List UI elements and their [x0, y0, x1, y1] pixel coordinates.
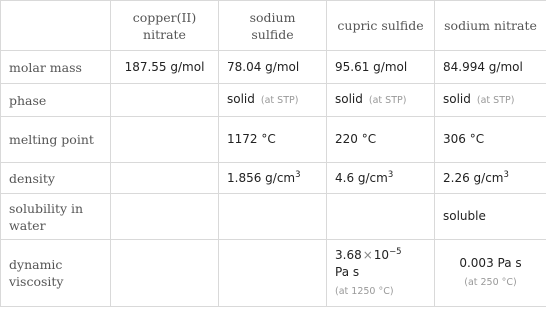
viscosity-exponent: −5 — [389, 246, 402, 257]
unit-exponent: 3 — [295, 169, 301, 180]
cell-note: (at 250 °C) — [464, 277, 517, 288]
table-cell: 95.61 g/mol — [327, 51, 435, 84]
cell-note: (at 1250 °C) — [335, 285, 394, 297]
table-cell — [111, 194, 219, 240]
header-row — [1, 1, 546, 51]
table-cell — [219, 84, 327, 117]
table-cell — [327, 240, 435, 307]
table-cell — [219, 163, 327, 194]
table-cell: 306 °C — [435, 117, 546, 163]
table-cell — [111, 117, 219, 163]
table-cell — [219, 194, 327, 240]
table-row — [1, 163, 546, 194]
cell-value: solid — [335, 92, 363, 106]
table-row — [1, 240, 546, 307]
corner-cell — [1, 1, 111, 51]
column-header: sodium sulfide — [219, 1, 327, 51]
table-cell: 1172 °C — [219, 117, 327, 163]
cell-value: 0.003 Pa s — [459, 256, 522, 270]
table-cell — [111, 240, 219, 307]
table-row — [1, 84, 546, 117]
cell-note: (at STP) — [476, 95, 515, 106]
viscosity-unit: Pa s — [335, 264, 360, 279]
table-cell — [111, 84, 219, 117]
table-cell: 78.04 g/mol — [219, 51, 327, 84]
viscosity-mantissa: 3.68 — [335, 247, 362, 262]
row-label: solubility in water — [1, 194, 111, 240]
column-header: copper(II) nitrate — [111, 1, 219, 51]
row-label: melting point — [1, 117, 111, 163]
table-cell — [327, 194, 435, 240]
table-row — [1, 117, 546, 163]
cell-note: (at STP) — [368, 95, 407, 106]
row-label: density — [1, 163, 111, 194]
row-label: molar mass — [1, 51, 111, 84]
viscosity-base: 10 — [373, 247, 390, 262]
table-cell: 220 °C — [327, 117, 435, 163]
table-cell — [219, 240, 327, 307]
cell-value: 2.26 g/cm — [443, 170, 504, 185]
cell-value: solid — [227, 92, 255, 106]
cell-note: (at STP) — [260, 95, 299, 106]
table-cell — [327, 84, 435, 117]
table-cell — [435, 240, 546, 307]
table-row — [1, 194, 546, 240]
times-sign: × — [362, 247, 373, 262]
table-cell: 187.55 g/mol — [111, 51, 219, 84]
table-cell — [111, 163, 219, 194]
column-header: cupric sulfide — [327, 1, 435, 51]
unit-exponent: 3 — [503, 169, 509, 180]
table-cell: soluble — [435, 194, 546, 240]
cell-value: 4.6 g/cm — [335, 170, 388, 185]
table-cell — [435, 84, 546, 117]
column-header: sodium nitrate — [435, 1, 546, 51]
row-label: dynamic viscosity — [1, 240, 111, 307]
unit-exponent: 3 — [387, 169, 394, 180]
table-row — [1, 51, 546, 84]
cell-value: 1.856 g/cm — [227, 170, 296, 185]
table-cell: 84.994 g/mol — [435, 51, 546, 84]
cell-value: solid — [443, 92, 471, 106]
table-cell — [435, 163, 546, 194]
row-label: phase — [1, 84, 111, 117]
table-cell — [327, 163, 435, 194]
